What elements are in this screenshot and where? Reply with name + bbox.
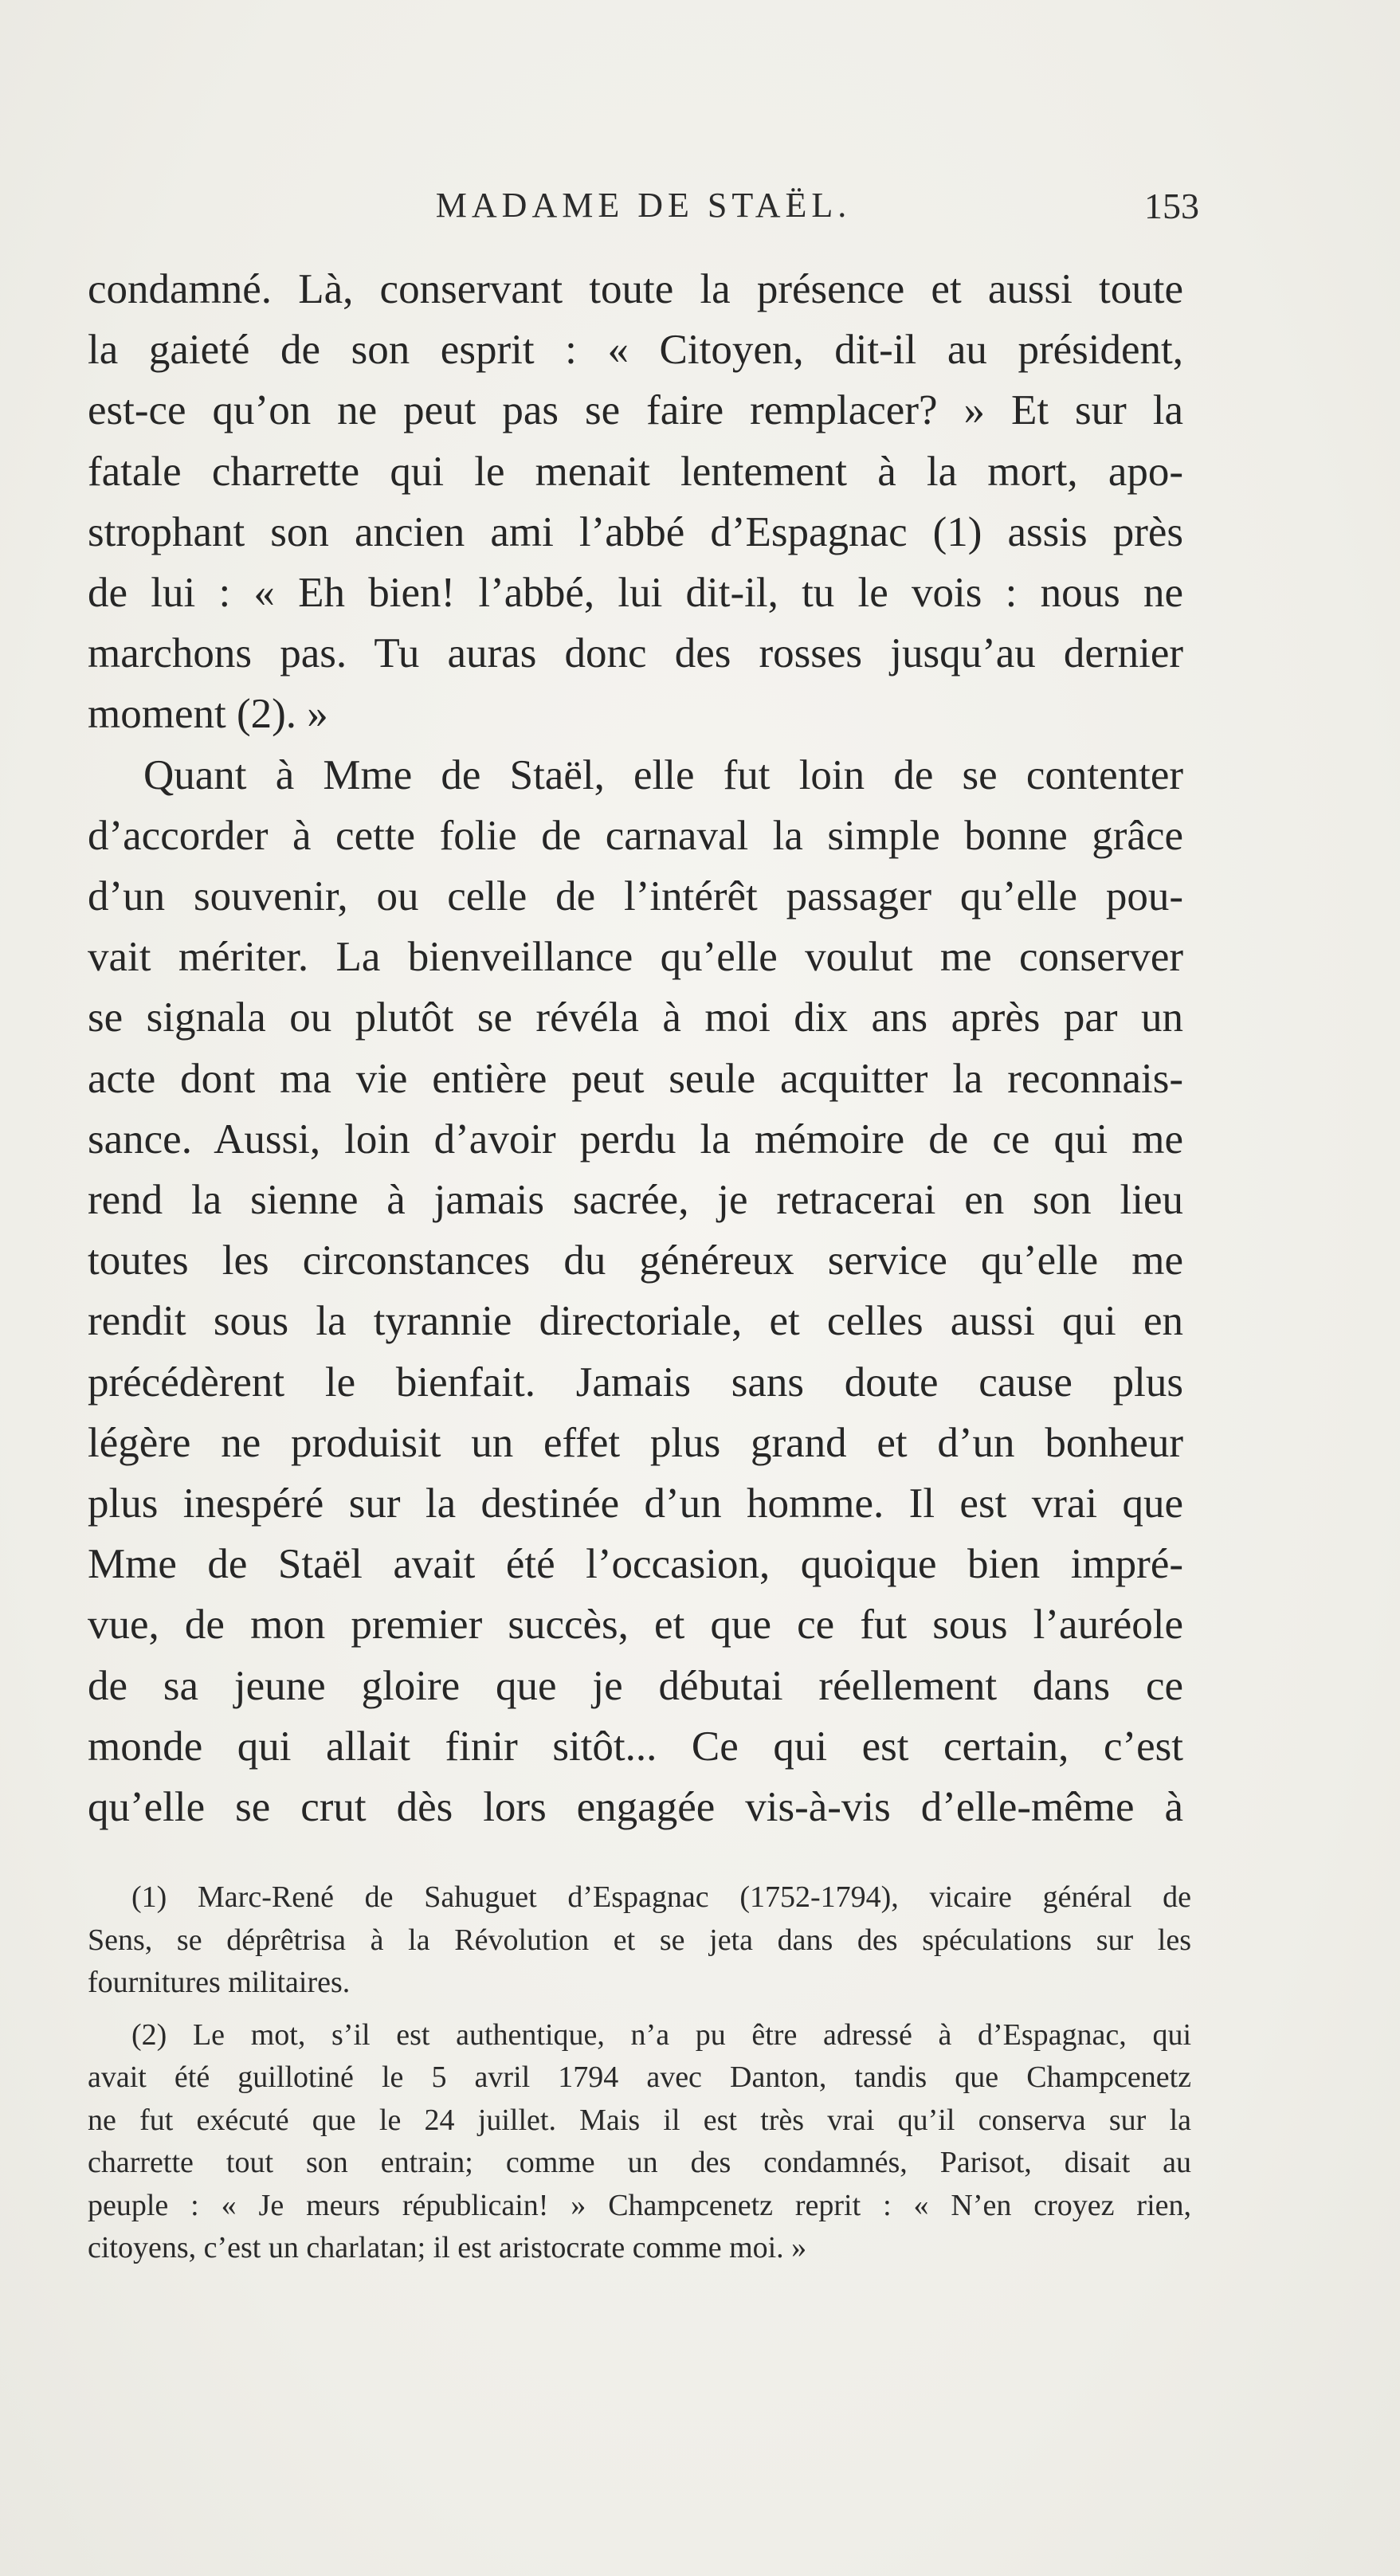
body-line: sance. Aussi, loin d’avoir perdu la mémoire de ce qui me — [88, 1115, 1183, 1163]
body-line: vue, de mon premier succès, et que ce fut sous l’auréole — [88, 1602, 1183, 1649]
footnote-line: citoyens, c’est un charlatan; il est aristocrate comme moi. » — [88, 2231, 807, 2264]
body-line: légère ne produisit un effet plus grand et d’un bonheur — [88, 1419, 1183, 1466]
body-line: précédèrent le bienfait. Jamais sans doute cause plus — [88, 1359, 1183, 1406]
body-line: qu’elle se crut dès lors engagée vis-à-vis d’elle-même à — [88, 1784, 1183, 1831]
body-line: d’un souvenir, ou celle de l’intérêt passager qu’elle pou- — [88, 873, 1183, 920]
running-head — [88, 185, 1199, 233]
body-line: Mme de Staël avait été l’occasion, quoique bien impré- — [88, 1541, 1183, 1588]
body-line: strophant son ancien ami l’abbé d’Espagnac (1) assis près — [88, 508, 1183, 555]
body-line: condamné. Là, conservant toute la présence et aussi toute — [88, 266, 1183, 312]
footnote-line: ne fut exécuté que le 24 juillet. Mais il est très vrai qu’il conserva sur la — [88, 2103, 1191, 2137]
body-line: toutes les circonstances du généreux service qu’elle me — [88, 1237, 1183, 1284]
footnote-line: peuple : « Je meurs républicain! » Champcenetz reprit : « N’en croyez rien, — [88, 2188, 1191, 2222]
body-line: fatale charrette qui le menait lentement à la mort, apo- — [88, 448, 1183, 495]
body-line: moment (2). » — [88, 691, 328, 738]
body-line: marchons pas. Tu auras donc des rosses jusqu’au dernier — [88, 630, 1183, 677]
body-line: la gaieté de son esprit : « Citoyen, dit-il au président, — [88, 327, 1183, 374]
body-text — [88, 259, 1183, 1837]
body-line: de sa jeune gloire que je débutai réellement dans ce — [88, 1662, 1183, 1709]
body-line: rendit sous la tyrannie directoriale, et celles aussi qui en — [88, 1298, 1183, 1345]
body-line: de lui : « Eh bien! l’abbé, lui dit-il, tu le vois : nous ne — [88, 570, 1183, 617]
body-line: est-ce qu’on ne peut pas se faire remplacer? » Et sur la — [88, 387, 1183, 434]
body-line: plus inespéré sur la destinée d’un homme. Il est vrai que — [88, 1480, 1183, 1527]
body-line: vait mériter. La bienveillance qu’elle voulut me conserver — [88, 934, 1183, 981]
body-line: Quant à Mme de Staël, elle fut loin de se contenter — [143, 751, 1183, 798]
body-line: acte dont ma vie entière peut seule acquitter la reconnais- — [88, 1055, 1183, 1102]
footnote-line: fournitures militaires. — [88, 1966, 351, 1999]
footnote-line: (1) Marc-René de Sahuguet d’Espagnac (1752-1794), vicaire général de — [131, 1880, 1191, 1914]
body-line: rend la sienne à jamais sacrée, je retracerai en son lieu — [88, 1177, 1183, 1224]
footnote-line: Sens, se déprêtrisa à la Révolution et se jeta dans des spéculations sur les — [88, 1923, 1191, 1957]
footnotes — [88, 1876, 1191, 2270]
footnote-gap — [88, 2005, 1191, 2014]
body-line: d’accorder à cette folie de carnaval la simple bonne grâce — [88, 812, 1183, 859]
body-line: monde qui allait finir sitôt... Ce qui est certain, c’est — [88, 1723, 1183, 1770]
footnote-line: avait été guillotiné le 5 avril 1794 avec Danton, tandis que Champcenetz — [88, 2060, 1191, 2094]
body-line: se signala ou plutôt se révéla à moi dix ans après par un — [88, 994, 1183, 1041]
page-number: 153 — [1144, 186, 1199, 226]
footnote-1 — [88, 1876, 1191, 2005]
footnote-2 — [88, 2014, 1191, 2270]
footnote-line: (2) Le mot, s’il est authentique, n’a pu être adressé à d’Espagnac, qui — [131, 2017, 1191, 2052]
footnote-line: charrette tout son entrain; comme un des condamnés, Parisot, disait au — [88, 2146, 1191, 2179]
running-title: MADAME DE STAËL. — [435, 186, 852, 225]
